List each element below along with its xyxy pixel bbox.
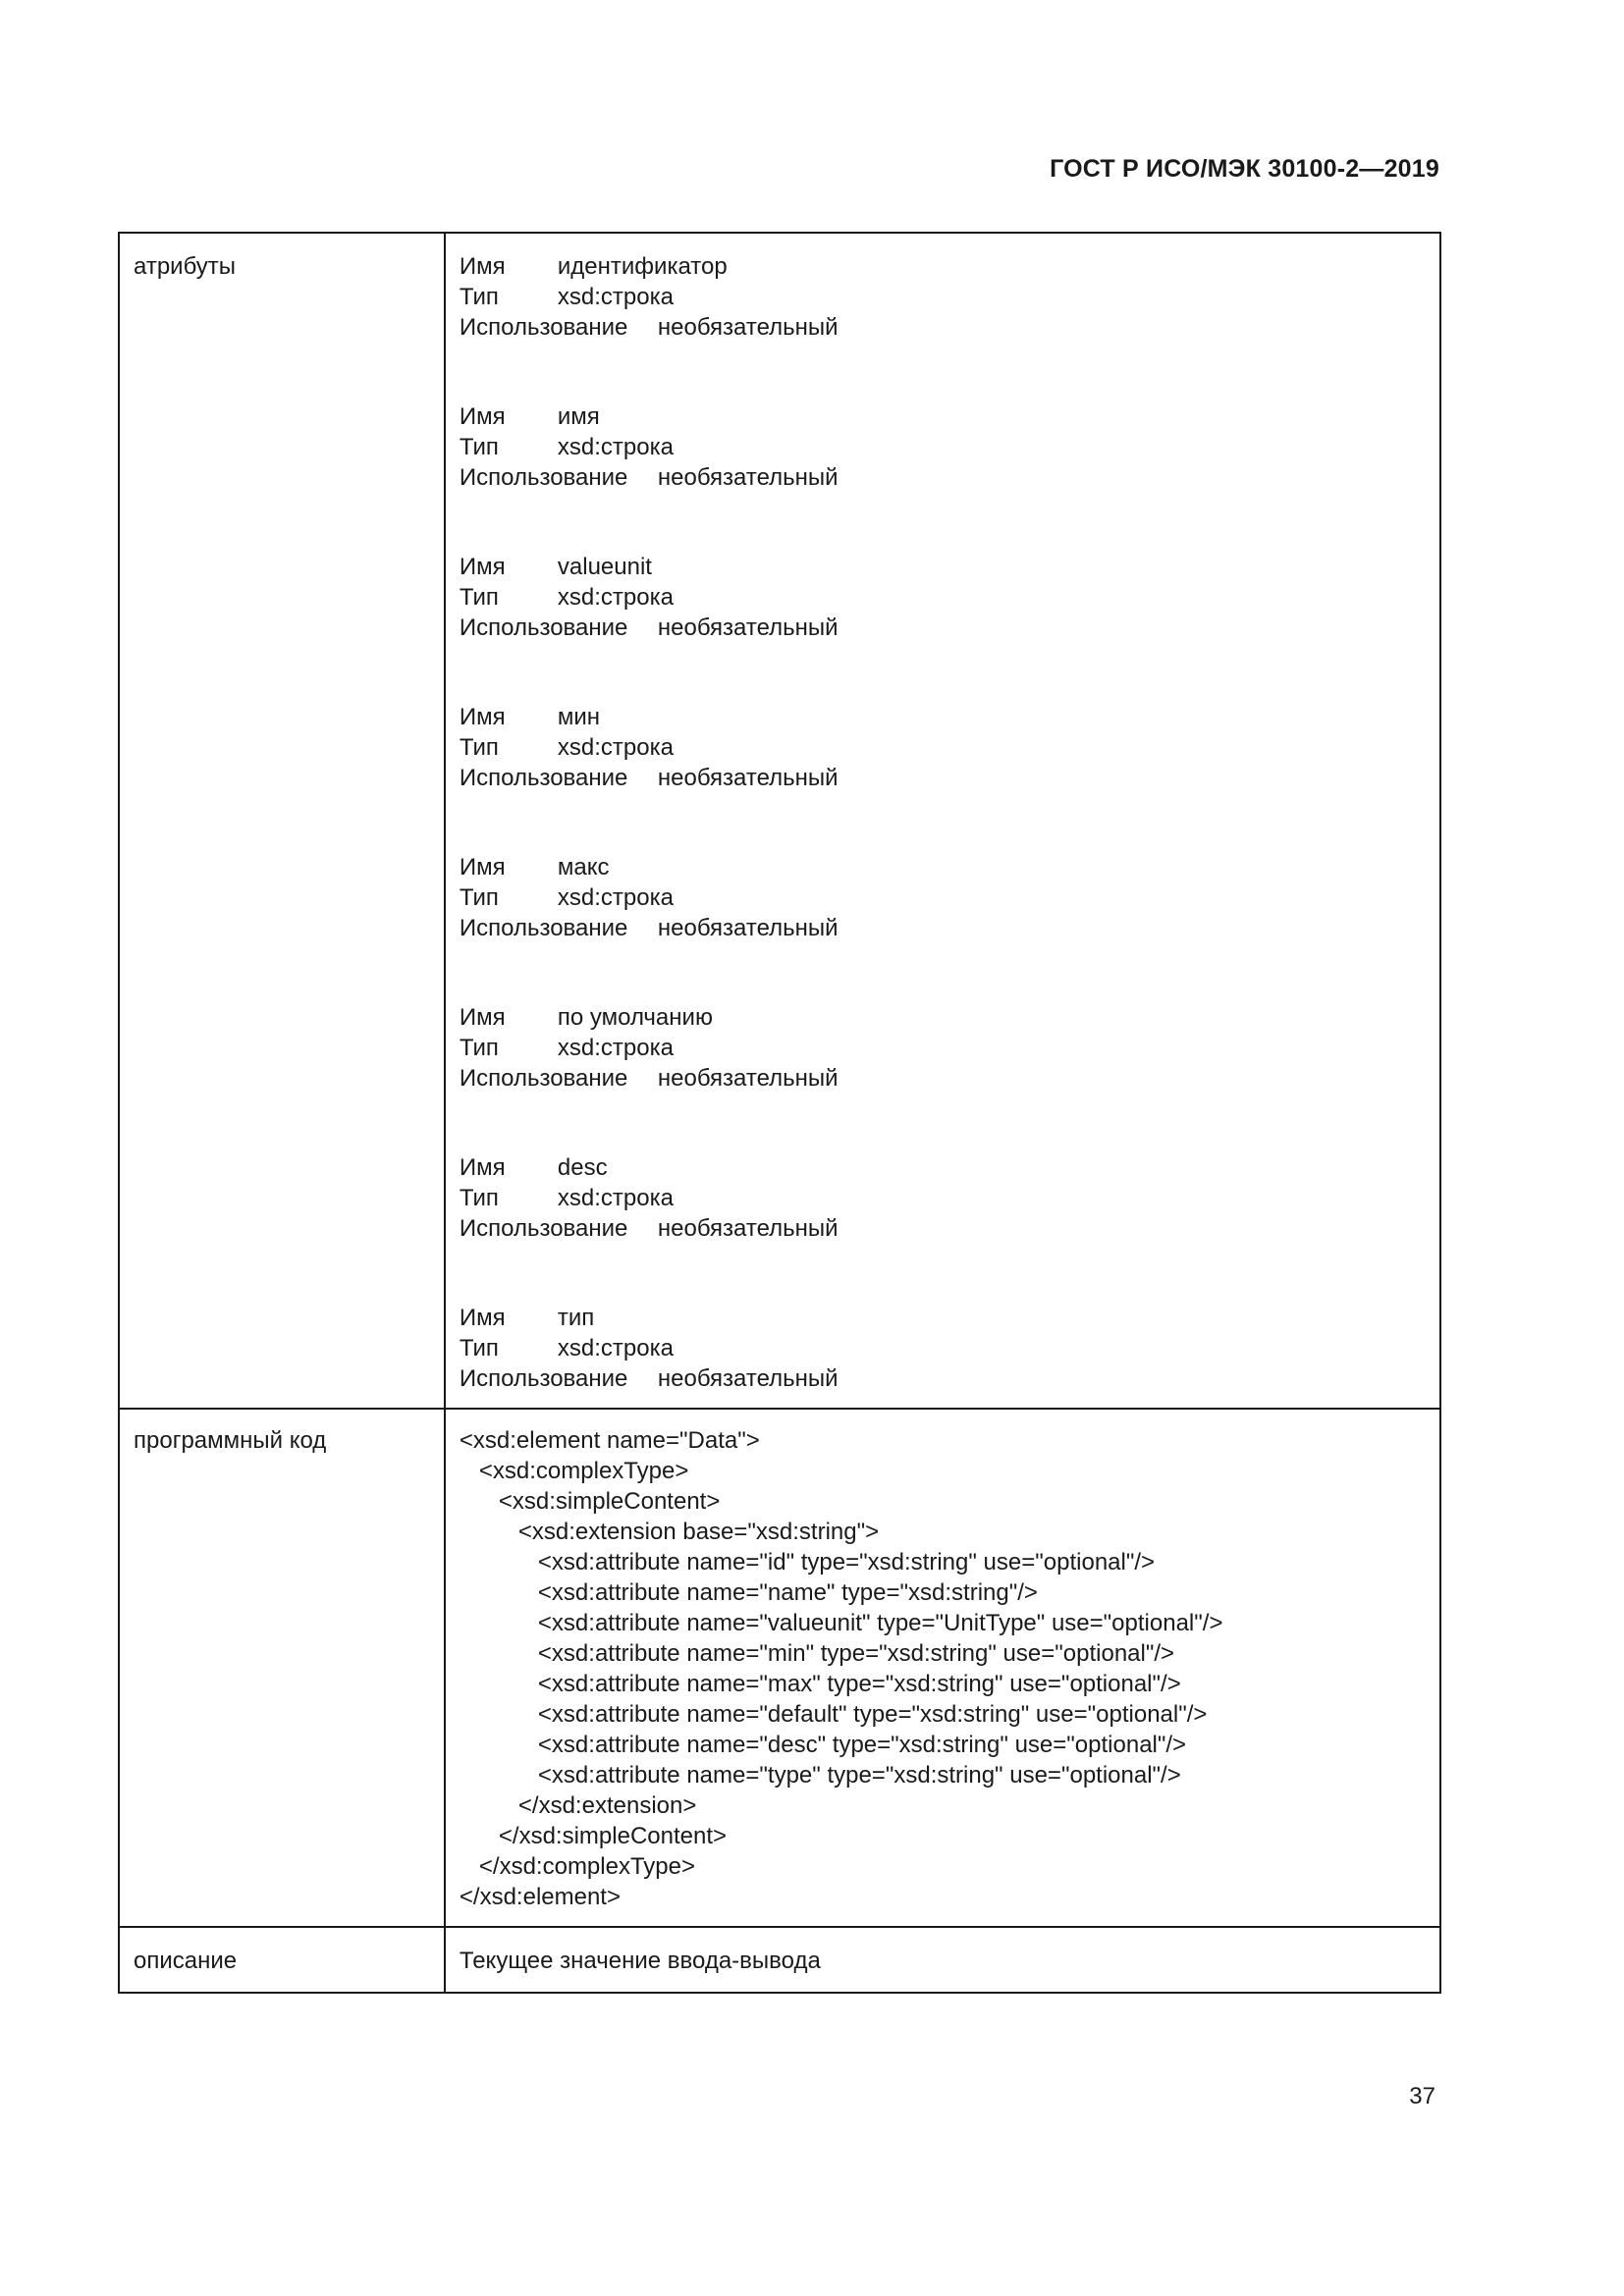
attribute-type-line (460, 1033, 1426, 1063)
attribute-type-value: xsd:строка (557, 1035, 674, 1061)
code-line: <xsd:attribute name="valueunit" type="UnitType" use="optional"/> (459, 1610, 1223, 1636)
code-line: <xsd:attribute name="default" type="xsd:string" use="optional"/> (459, 1701, 1208, 1728)
attribute-name-line (460, 702, 1426, 732)
attribute-usage-line (460, 312, 1426, 343)
attribute-name-key: Имя (459, 253, 506, 280)
attribute-name-key: Имя (459, 554, 506, 580)
attributes-row (119, 233, 1440, 1409)
attribute-type-line (460, 1183, 1426, 1213)
attribute-type-line (460, 282, 1426, 312)
attribute-group (460, 702, 1426, 793)
attribute-usage-key: Использование (459, 614, 628, 641)
code-line: <xsd:complexType> (459, 1458, 689, 1484)
code-line: <xsd:attribute name="max" type="xsd:string" use="optional"/> (459, 1671, 1181, 1697)
attribute-type-key: Тип (459, 584, 499, 611)
code-line: <xsd:attribute name="desc" type="xsd:string" use="optional"/> (459, 1732, 1187, 1758)
attribute-type-value: xsd:строка (557, 734, 674, 761)
code-block (460, 1425, 1426, 1912)
attribute-usage-value: необязательный (657, 1215, 839, 1242)
attribute-name-line (460, 1303, 1426, 1333)
attribute-type-line (460, 882, 1426, 913)
description-label: описание (134, 1948, 238, 1974)
attribute-name-value: по умолчанию (557, 1004, 713, 1031)
attribute-group (460, 552, 1426, 643)
attribute-usage-key: Использование (459, 464, 628, 491)
attribute-name-key: Имя (459, 403, 506, 430)
attribute-type-key: Тип (459, 284, 499, 310)
code-line: <xsd:attribute name="name" type="xsd:string"/> (459, 1579, 1038, 1606)
attribute-type-key: Тип (459, 734, 499, 761)
code-line: </xsd:element> (459, 1884, 621, 1910)
attribute-name-line (460, 401, 1426, 432)
attribute-name-key: Имя (459, 1154, 506, 1181)
code-line: <xsd:extension base="xsd:string"> (459, 1519, 880, 1545)
document-header: ГОСТ Р ИСО/МЭК 30100-2—2019 (1050, 155, 1439, 183)
attribute-name-value: valueunit (557, 554, 652, 580)
attribute-name-key: Имя (459, 704, 506, 730)
attribute-usage-line (460, 613, 1426, 643)
attribute-usage-value: необязательный (657, 614, 839, 641)
code-line: <xsd:attribute name="id" type="xsd:string" use="optional"/> (459, 1549, 1156, 1575)
code-value-cell (445, 1409, 1440, 1927)
attribute-list (460, 251, 1426, 1394)
attribute-name-key: Имя (459, 854, 506, 881)
attribute-group (460, 251, 1426, 343)
attribute-usage-value: необязательный (657, 1365, 839, 1392)
attribute-name-value: мин (557, 704, 601, 730)
attribute-usage-key: Использование (459, 314, 628, 341)
spec-table (118, 232, 1441, 1994)
attribute-usage-value: необязательный (657, 464, 839, 491)
attribute-usage-key: Использование (459, 1215, 628, 1242)
attribute-usage-line (460, 913, 1426, 943)
attribute-type-value: xsd:строка (557, 884, 674, 911)
attribute-type-line (460, 732, 1426, 763)
code-label-cell (119, 1409, 445, 1927)
code-line: <xsd:attribute name="min" type="xsd:string" use="optional"/> (459, 1640, 1175, 1667)
attribute-name-line (460, 552, 1426, 582)
attributes-label: атрибуты (134, 253, 237, 280)
attribute-name-value: макс (557, 854, 610, 881)
attribute-type-value: xsd:строка (557, 584, 674, 611)
attribute-usage-line (460, 763, 1426, 793)
attribute-usage-line (460, 462, 1426, 493)
attribute-usage-value: необязательный (657, 915, 839, 941)
code-line: <xsd:simpleContent> (459, 1488, 721, 1515)
attribute-group (460, 401, 1426, 493)
attribute-name-line (460, 1152, 1426, 1183)
description-row (119, 1927, 1440, 1993)
attribute-name-value: тип (557, 1305, 595, 1331)
attribute-type-key: Тип (459, 434, 499, 460)
code-label: программный код (134, 1427, 327, 1454)
attribute-type-line (460, 582, 1426, 613)
attribute-group (460, 1303, 1426, 1394)
attribute-usage-value: необязательный (657, 765, 839, 791)
code-line: <xsd:element name="Data"> (459, 1427, 760, 1454)
attribute-name-value: идентификатор (557, 253, 728, 280)
attribute-type-value: xsd:строка (557, 1335, 674, 1362)
description-value-cell (445, 1927, 1440, 1993)
code-line: </xsd:complexType> (459, 1853, 696, 1880)
attribute-type-key: Тип (459, 1185, 499, 1211)
attribute-usage-value: необязательный (657, 1065, 839, 1092)
code-line: </xsd:simpleContent> (459, 1823, 728, 1849)
attribute-usage-key: Использование (459, 915, 628, 941)
attribute-name-line (460, 1002, 1426, 1033)
attribute-usage-value: необязательный (657, 314, 839, 341)
attribute-usage-key: Использование (459, 765, 628, 791)
description-value: Текущее значение ввода-вывода (459, 1948, 821, 1974)
attribute-name-line (460, 251, 1426, 282)
attribute-usage-line (460, 1213, 1426, 1244)
code-row (119, 1409, 1440, 1927)
attribute-name-line (460, 852, 1426, 882)
attribute-group (460, 1152, 1426, 1244)
attribute-group (460, 1002, 1426, 1094)
attribute-type-line (460, 432, 1426, 462)
page-number: 37 (1409, 2083, 1435, 2109)
attribute-name-value: desc (557, 1154, 608, 1181)
attribute-type-key: Тип (459, 1335, 499, 1362)
code-line: <xsd:attribute name="type" type="xsd:string" use="optional"/> (459, 1762, 1181, 1789)
attribute-usage-key: Использование (459, 1065, 628, 1092)
attributes-label-cell (119, 233, 445, 1409)
code-line: </xsd:extension> (459, 1792, 697, 1819)
attribute-group (460, 852, 1426, 943)
attribute-type-key: Тип (459, 884, 499, 911)
attribute-usage-line (460, 1363, 1426, 1394)
description-label-cell (119, 1927, 445, 1993)
attribute-type-line (460, 1333, 1426, 1363)
attribute-name-key: Имя (459, 1004, 506, 1031)
attribute-name-key: Имя (459, 1305, 506, 1331)
attribute-type-key: Тип (459, 1035, 499, 1061)
attribute-type-value: xsd:строка (557, 284, 674, 310)
attributes-value-cell (445, 233, 1440, 1409)
attribute-type-value: xsd:строка (557, 434, 674, 460)
attribute-name-value: имя (557, 403, 600, 430)
attribute-type-value: xsd:строка (557, 1185, 674, 1211)
attribute-usage-line (460, 1063, 1426, 1094)
attribute-usage-key: Использование (459, 1365, 628, 1392)
